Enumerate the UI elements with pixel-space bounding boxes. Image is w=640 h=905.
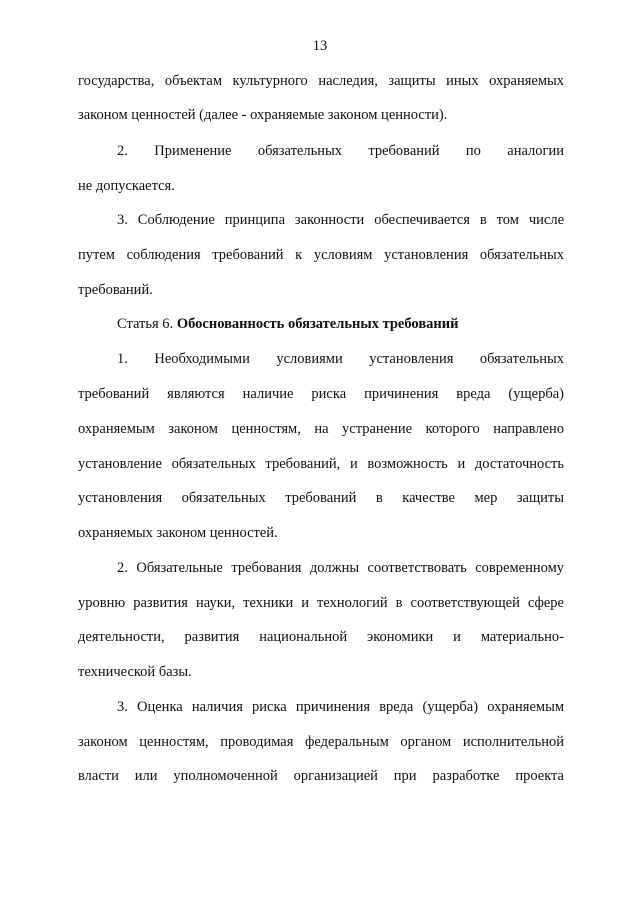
text-line: требований. [78, 282, 153, 298]
text-line: деятельности, развития национальной экономики и материально- [78, 629, 564, 645]
text-line: власти или уполномоченной организацией при разработке проекта [78, 768, 564, 784]
text-line: путем соблюдения требований к условиям установления обязательных [78, 247, 564, 263]
text-line: технической базы. [78, 664, 192, 680]
text-line: законом ценностей (далее - охраняемые законом ценности). [78, 107, 448, 123]
text-line: не допускается. [78, 178, 175, 194]
text-line: государства, объектам культурного наследия, защиты иных охраняемых [78, 73, 564, 89]
text-line: охраняемым законом ценностям, на устранение которого направлено [78, 421, 564, 437]
text-line: 3. Оценка наличия риска причинения вреда (ущерба) охраняемым [117, 699, 564, 715]
text-line: 2. Применение обязательных требований по аналогии [117, 143, 564, 159]
text-line: 2. Обязательные требования должны соответствовать современному [117, 560, 564, 576]
text-line: установления обязательных требований в качестве мер защиты [78, 490, 564, 506]
text-line: 1. Необходимыми условиями установления обязательных [117, 351, 564, 367]
article-heading [117, 315, 564, 333]
page-number: 13 [312, 38, 328, 54]
text-line: уровню развития науки, техники и технологий в соответствующей сфере [78, 595, 564, 611]
text-line: 3. Соблюдение принципа законности обеспечивается в том числе [117, 212, 564, 228]
text-line: установление обязательных требований, и возможность и достаточность [78, 456, 564, 472]
article-number: Статья 6. [117, 316, 177, 332]
text-line: законом ценностям, проводимая федеральным органом исполнительной [78, 734, 564, 750]
text-line: охраняемых законом ценностей. [78, 525, 278, 541]
text-line: требований являются наличие риска причинения вреда (ущерба) [78, 386, 564, 402]
article-title: Обоснованность обязательных требований [176, 316, 459, 332]
